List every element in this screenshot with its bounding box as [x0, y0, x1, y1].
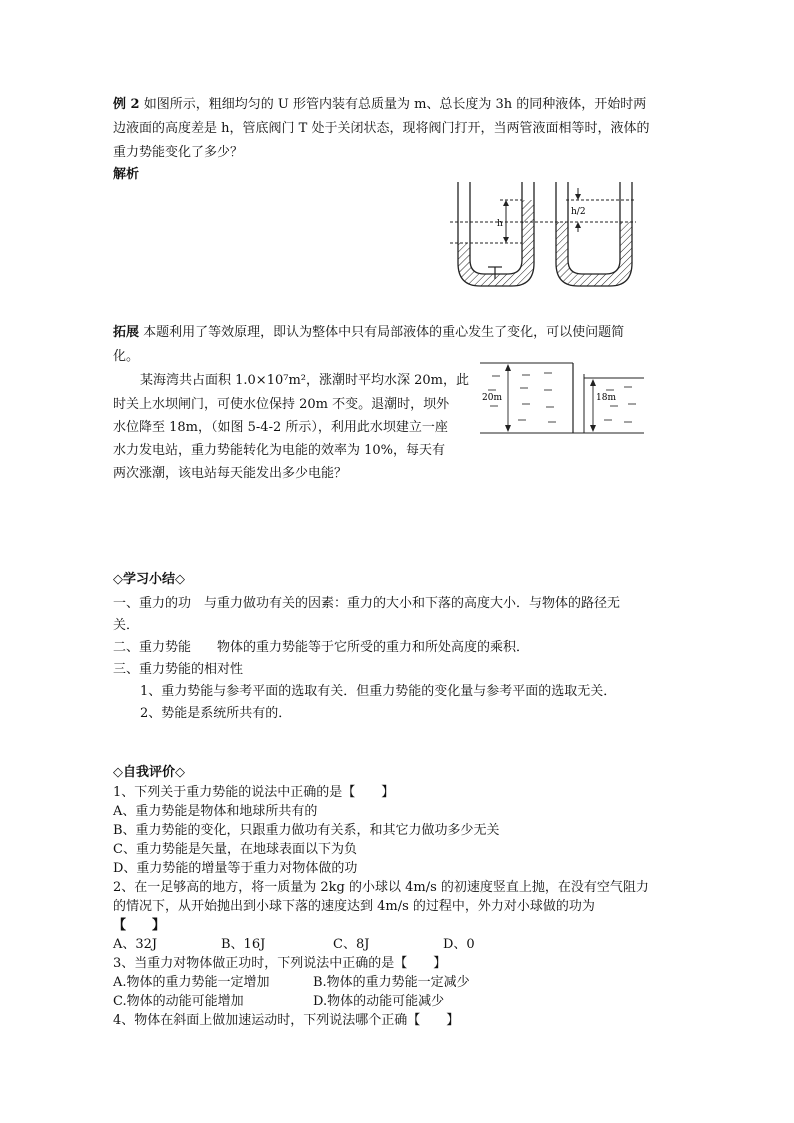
q2-option-d: D、0	[443, 937, 475, 952]
problem-line-5: 两次涨潮，该电站每天能发出多少电能？	[113, 466, 348, 481]
q3-option-c: C.物体的动能可能增加	[113, 994, 244, 1009]
example-tag: 例 2	[113, 97, 140, 112]
example-line-2: 边液面的高度差是 h，管底阀门 T 处于关闭状态，现将阀门打开，当两管液面相等时，液体的	[113, 121, 650, 136]
summary-heading: ◇学习小结◇	[113, 572, 185, 587]
q1-option-a: A、重力势能是物体和地球所共有的	[113, 804, 318, 819]
u-tube-label-h2: h/2	[571, 207, 586, 217]
summary-line-5: 1、重力势能与参考平面的选取有关．但重力势能的变化量与参考平面的选取无关．	[140, 684, 617, 699]
example-line-3: 重力势能变化了多少？	[113, 145, 244, 160]
q3-options-ab	[113, 973, 470, 993]
q2-text-2: 的情况下，从开始抛出到小球下落的速度达到 4m/s 的过程中，外力对小球做的功为	[113, 899, 595, 914]
problem-line-1: 某海湾共占面积 1.0×10⁷m²，涨潮时平均水深 20m，此	[140, 373, 469, 388]
q2-options	[113, 935, 475, 955]
q1-option-c: C、重力势能是矢量，在地球表面以下为负	[113, 842, 357, 857]
summary-line-1: 一、重力的功 与重力做功有关的因素：重力的大小和下落的高度大小．与物体的路径无	[113, 596, 621, 611]
q3-option-b: B.物体的重力势能一定减少	[313, 975, 470, 990]
example-line-1	[113, 95, 646, 115]
dam-label-18m: 18m	[596, 393, 616, 403]
problem-line-3: 水位降至 18m，（如图 5-4-2 所示），利用此水坝建立一座	[113, 420, 448, 435]
q3-options-cd	[113, 992, 444, 1012]
extension-text-1: 本题利用了等效原理，即认为整体中只有局部液体的重心发生了变化，可以使问题简	[143, 325, 625, 340]
summary-line-3: 二、重力势能 物体的重力势能等于它所受的重力和所处高度的乘积．	[113, 640, 530, 655]
extension-line-1	[113, 323, 624, 343]
q3-option-a: A.物体的重力势能一定增加	[113, 975, 270, 990]
q2-option-a: A、32J	[113, 937, 158, 952]
q1-option-b: B、重力势能的变化，只跟重力做功有关系，和其它力做功多少无关	[113, 823, 500, 838]
q1-option-d: D、重力势能的增量等于重力对物体做的功	[113, 861, 358, 876]
summary-line-6: 2、势能是系统所共有的．	[140, 706, 292, 721]
dam-figure	[478, 360, 678, 440]
problem-line-4: 水力发电站，重力势能转化为电能的效率为 10%，每天有	[113, 443, 446, 458]
u-tube-label-h: h	[497, 219, 503, 229]
q3-option-d: D.物体的动能可能减少	[313, 994, 445, 1009]
analysis-heading: 解析	[113, 167, 140, 182]
q4-text: 4、物体在斜面上做加速运动时，下列说法哪个正确【 】	[113, 1013, 460, 1028]
extension-tag: 拓展	[113, 325, 140, 340]
dam-label-20m: 20m	[482, 393, 502, 403]
q2-option-b: B、16J	[221, 937, 266, 952]
self-eval-heading: ◇自我评价◇	[113, 765, 185, 780]
summary-line-4: 三、重力势能的相对性	[113, 662, 244, 677]
q2-text-1: 2、在一足够高的地方，将一质量为 2kg 的小球以 4m/s 的初速度竖直上抛，在没有空气阻力	[113, 880, 649, 895]
q2-option-c: C、8J	[333, 937, 370, 952]
q3-text: 3、当重力对物体做正功时，下列说法中正确的是【 】	[113, 956, 447, 971]
q2-bracket: 【 】	[113, 918, 166, 933]
u-tube-figure	[440, 178, 640, 293]
summary-line-2: 关．	[113, 618, 140, 633]
example-text-1: 如图所示，粗细均匀的 U 形管内装有总质量为 m、总长度为 3h 的同种液体，开始时两	[143, 97, 647, 112]
extension-line-2: 化。	[113, 349, 140, 364]
q1-text: 1、下列关于重力势能的说法中正确的是【 】	[113, 785, 395, 800]
problem-line-2: 时关上水坝闸门，可使水位保持 20m 不变。退潮时，坝外	[113, 397, 450, 412]
